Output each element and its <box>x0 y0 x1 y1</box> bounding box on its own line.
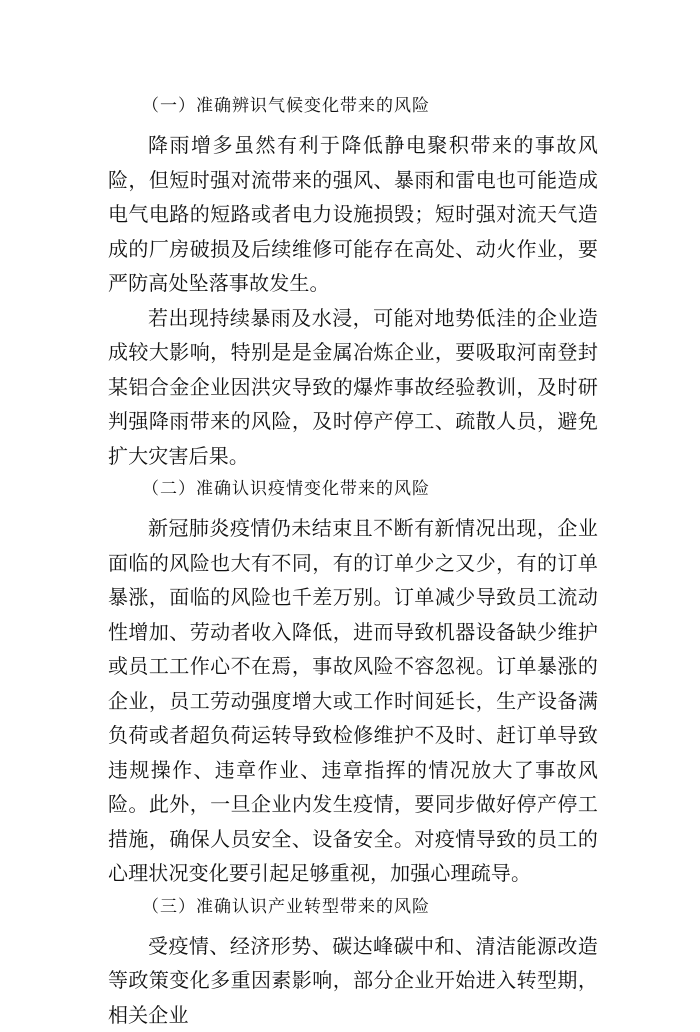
section-industry-transition-risk <box>108 893 598 1032</box>
paragraph: 受疫情、经济形势、碳达峰碳中和、清洁能源改造等政策变化多重因素影响，部分企业开始进入转型期，相关企业 <box>108 929 598 1032</box>
document-page <box>108 92 598 1032</box>
section-heading: （二）准确认识疫情变化带来的风险 <box>108 475 598 503</box>
section-epidemic-risk <box>108 475 598 891</box>
paragraph: 新冠肺炎疫情仍未结束且不断有新情况出现，企业面临的风险也大有不同，有的订单少之又少，有的订单暴涨，面临的风险也千差万别。订单减少导致员工流动性增加、劳动者收入降低，进而导致机器设备缺少维护或员工工作心不在焉，事故风险不容忽视。订单暴涨的企业，员工劳动强度增大或工作时间延长，生产设备满负荷或者超负荷运转导致检修维护不及时、赶订单导致违规操作、违章作业、违章指挥的情况放大了事故风险。此外，一旦企业内发生疫情，要同步做好停产停工措施，确保人员安全、设备安全。对疫情导致的员工的心理状况变化要引起足够重视，加强心理疏导。 <box>108 511 598 891</box>
paragraph: 若出现持续暴雨及水浸，可能对地势低洼的企业造成较大影响，特别是是金属冶炼企业，要吸取河南登封某铝合金企业因洪灾导致的爆炸事故经验教训，及时研判强降雨带来的风险，及时停产停工、疏散人员，避免扩大灾害后果。 <box>108 301 598 474</box>
paragraph: 降雨增多虽然有利于降低静电聚积带来的事故风险，但短时强对流带来的强风、暴雨和雷电也可能造成电气电路的短路或者电力设施损毁；短时强对流天气造成的厂房破损及后续维修可能存在高处、动火作业，要严防高处坠落事故发生。 <box>108 128 598 301</box>
section-heading: （三）准确认识产业转型带来的风险 <box>108 893 598 921</box>
section-heading: （一）准确辨识气候变化带来的风险 <box>108 92 598 120</box>
section-climate-risk <box>108 92 598 473</box>
